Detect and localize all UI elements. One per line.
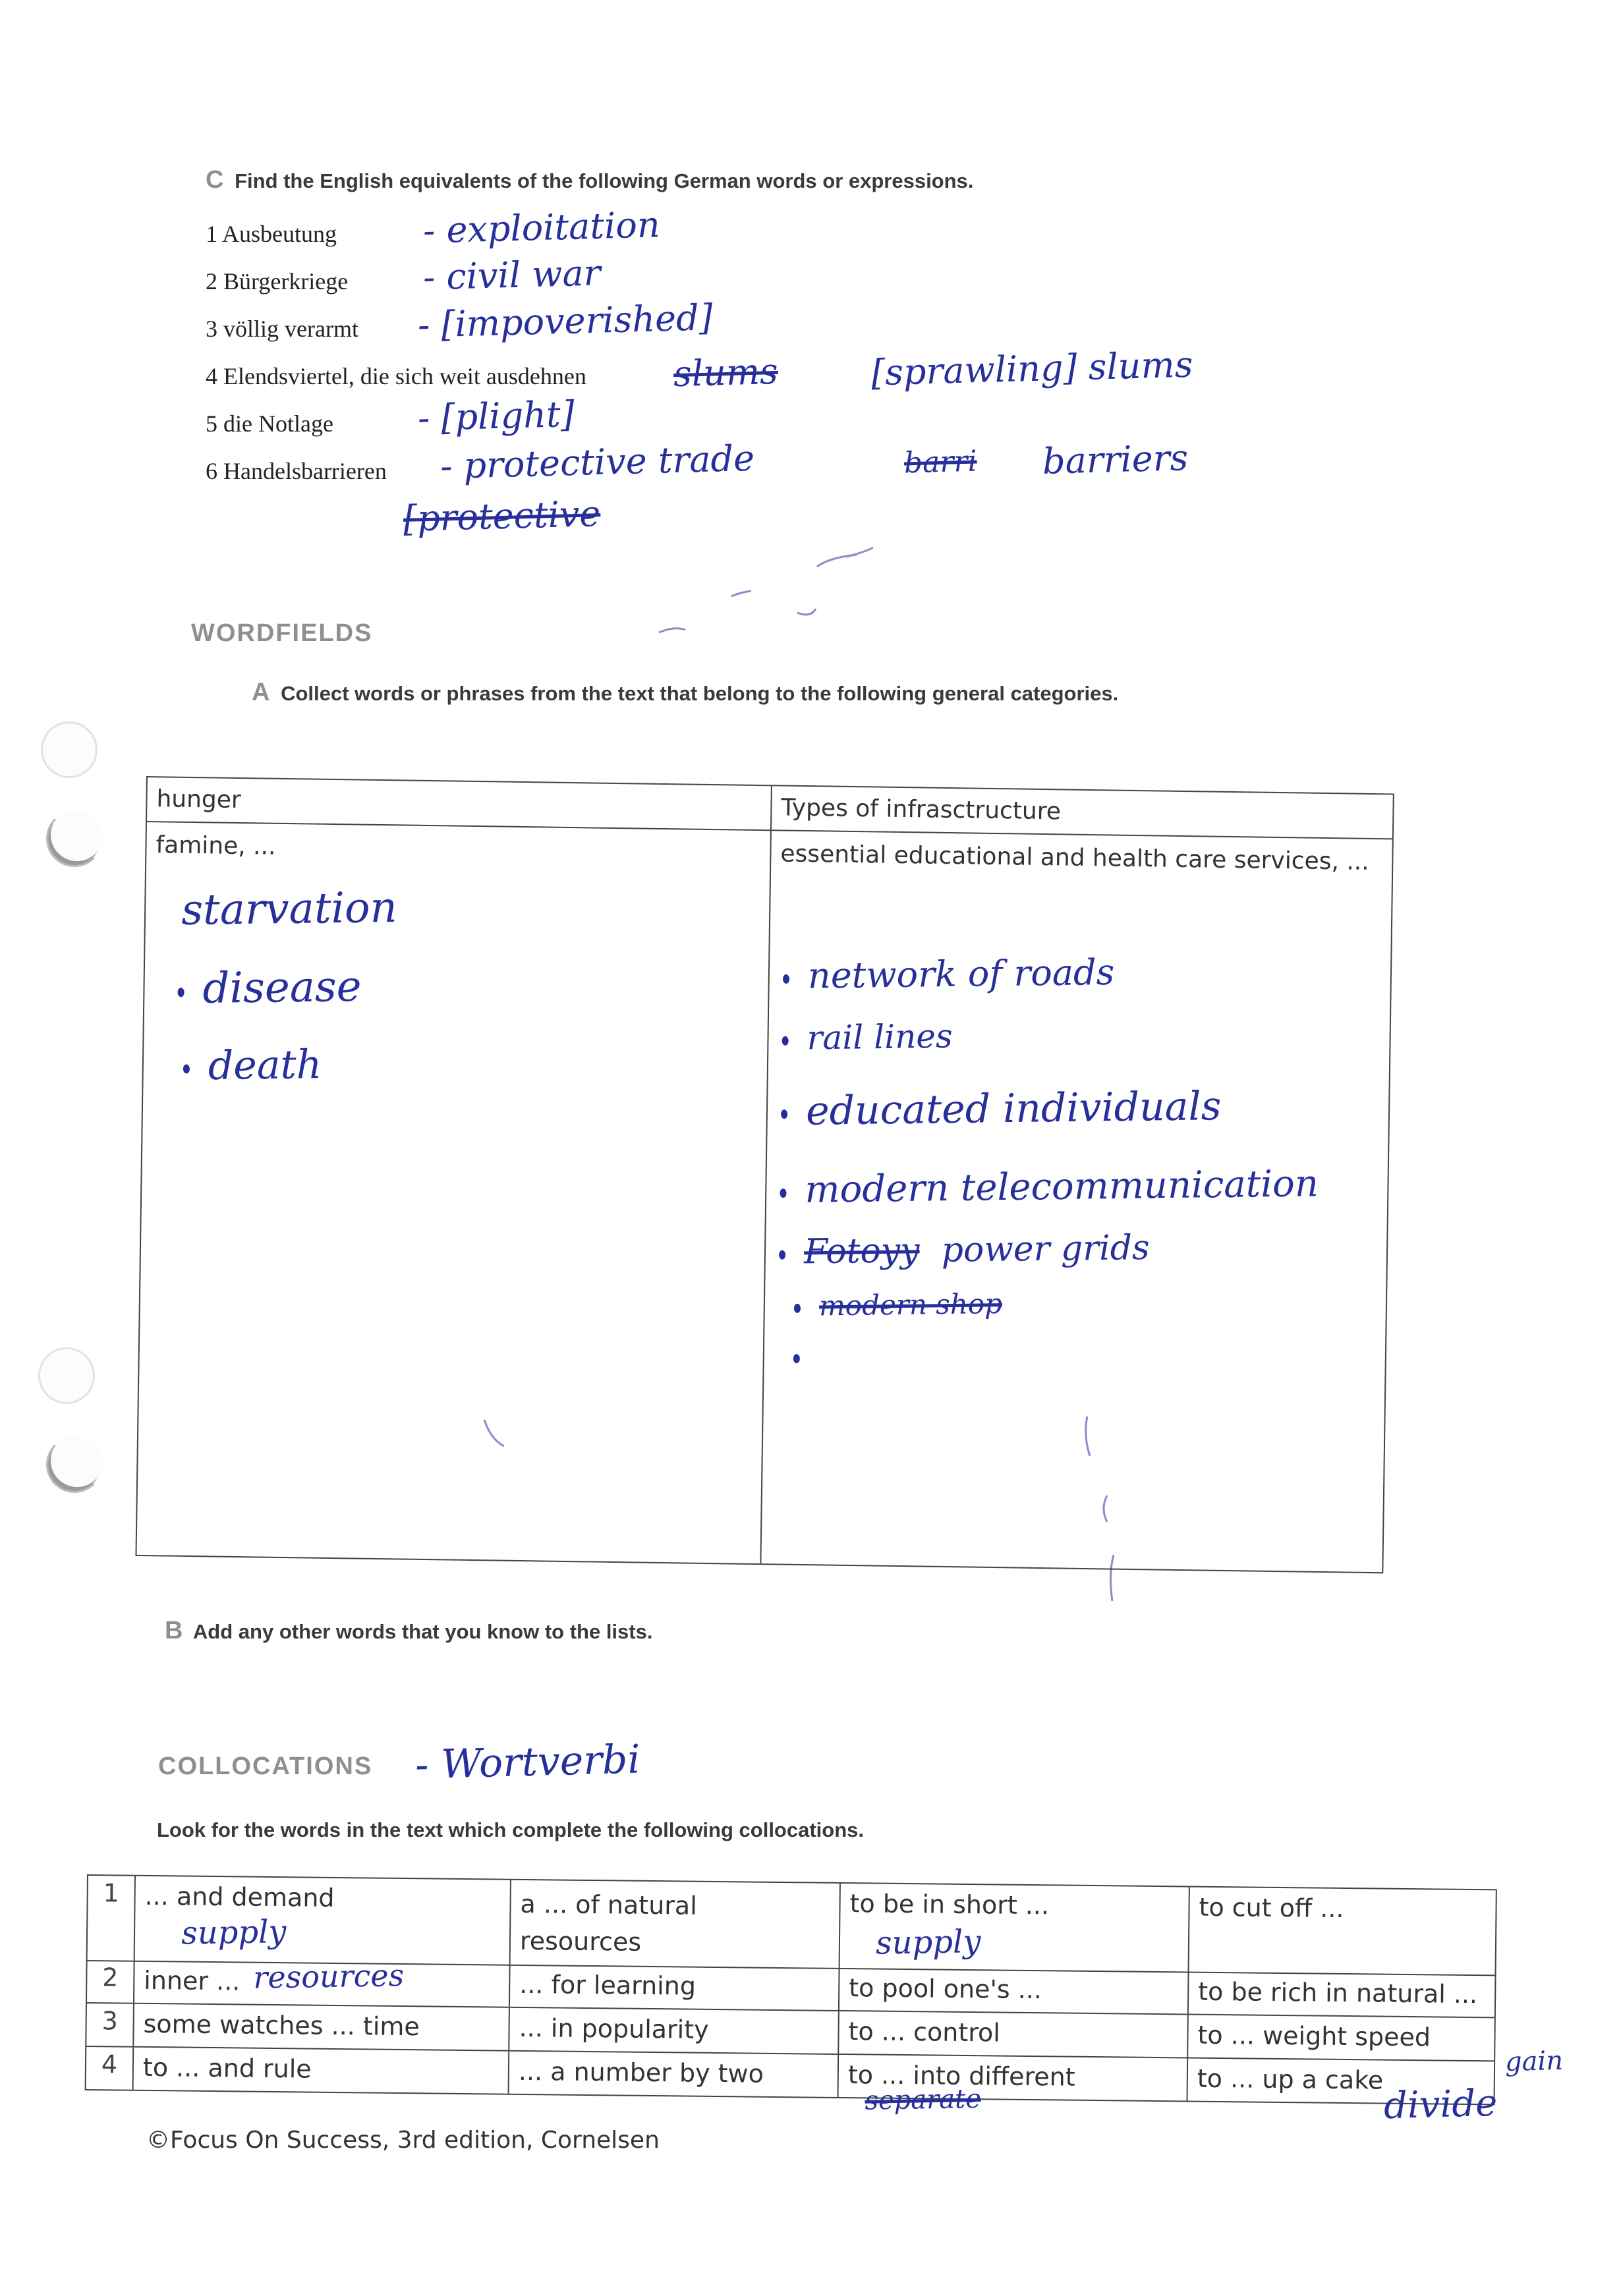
german-term: 5 die Notlage (206, 410, 333, 437)
struck-answer: Fotoyy (803, 1231, 920, 1272)
row-number: 4 (85, 2047, 133, 2090)
handwritten-answer: resources (252, 1957, 405, 1996)
list-item: rail lines (782, 1017, 953, 1057)
wordfields-heading: WORDFIELDS (191, 619, 373, 647)
handwritten-answer: gain (1504, 2045, 1564, 2078)
table-cell: to be rich in natural ... (1187, 1972, 1496, 2017)
row-number: 2 (86, 1960, 134, 2003)
exercise-c-instruction: C Find the English equivalents of the following German words or expressions. (206, 166, 974, 194)
table-cell: a ... of natural resources (509, 1880, 839, 1968)
table-cell: to cut off ... (1188, 1888, 1497, 1975)
exercise-letter: C (206, 166, 224, 194)
struck-answer: separate (865, 2083, 982, 2116)
list-item: disease (177, 963, 362, 1013)
wordfields-task-a: A Collect words or phrases from the text that belong to the following general categories. (252, 679, 1119, 706)
column-seed-text: famine, ... (156, 831, 276, 860)
list-item: educated individuals (781, 1083, 1222, 1134)
list-item: starvation (181, 883, 398, 936)
handwritten-answer: supply (875, 1923, 981, 1962)
handwritten-answer: - [impoverished] (417, 296, 714, 346)
handwritten-answer: [sprawling] slums (870, 343, 1194, 394)
german-term: 1 Ausbeutung (206, 221, 337, 247)
table-cell: to ... up a cake (1186, 2058, 1495, 2104)
table-cell: to ... into different separate (838, 2055, 1187, 2101)
german-term: 2 Bürgerkriege (206, 268, 349, 294)
table-cell: to ... control (838, 2011, 1187, 2058)
exercise-letter: B (165, 1617, 183, 1644)
table-cell: to be in short ... supply (839, 1884, 1189, 1972)
table-cell: to pool one's ... (838, 1968, 1188, 2014)
handwritten-answer: - exploitation (422, 204, 661, 252)
list-item: Fotoyy power grids (779, 1228, 1150, 1272)
handwritten-answer: - protective trade (440, 437, 755, 488)
table-cell: to ... and rule (132, 2048, 509, 2094)
german-term: 4 Elendsviertel, die sich weit ausdehnen (206, 363, 586, 389)
struck-answer: modern shop (818, 1287, 1003, 1322)
column-header: Types of infrasctructure (772, 786, 1393, 839)
struck-answer: slums (673, 350, 779, 395)
list-item: modern telecommunication (780, 1162, 1319, 1212)
handwritten-answer: barriers (1042, 437, 1189, 482)
row-number: 3 (85, 2003, 133, 2046)
table-cell: ... and demand supply (134, 1876, 510, 1965)
table-cell: ... in popularity (508, 2008, 838, 2054)
collocations-heading: COLLOCATIONS (158, 1752, 373, 1780)
collocations-instruction: Look for the words in the text which complete the following collocations. (157, 1818, 865, 1841)
list-item: death (183, 1042, 322, 1090)
table-cell: to ... weight speed (1187, 2015, 1496, 2060)
row-number: 1 (86, 1876, 134, 1961)
handwritten-answer: divide (1383, 2081, 1498, 2128)
table-cell: some watches ... time (132, 2004, 509, 2050)
struck-answer: barri (903, 444, 978, 480)
table-cell: inner ... resources (133, 1961, 509, 2007)
wordfields-task-b: B Add any other words that you know to the lists. (165, 1617, 653, 1644)
column-seed-text: essential educational and health care services, ... (780, 840, 1369, 876)
handwritten-answer: supply (181, 1913, 287, 1952)
column-header: hunger (147, 777, 771, 831)
german-term: 3 völlig verarmt (206, 316, 358, 342)
struck-answer: [protective (403, 493, 602, 540)
list-item: network of roads (783, 951, 1115, 997)
copyright-notice: ©Focus On Success, 3rd edition, Cornelsen (146, 2127, 660, 2154)
german-term: 6 Handelsbarrieren (206, 458, 387, 484)
table-cell: ... a number by two (508, 2052, 838, 2097)
handwritten-answer: - [plight] (417, 393, 575, 439)
table-cell: ... for learning (509, 1965, 839, 2010)
handwritten-answer: - civil war (422, 252, 602, 298)
collocations-note: - Wortverbi (414, 1736, 641, 1789)
exercise-letter: A (252, 679, 270, 706)
